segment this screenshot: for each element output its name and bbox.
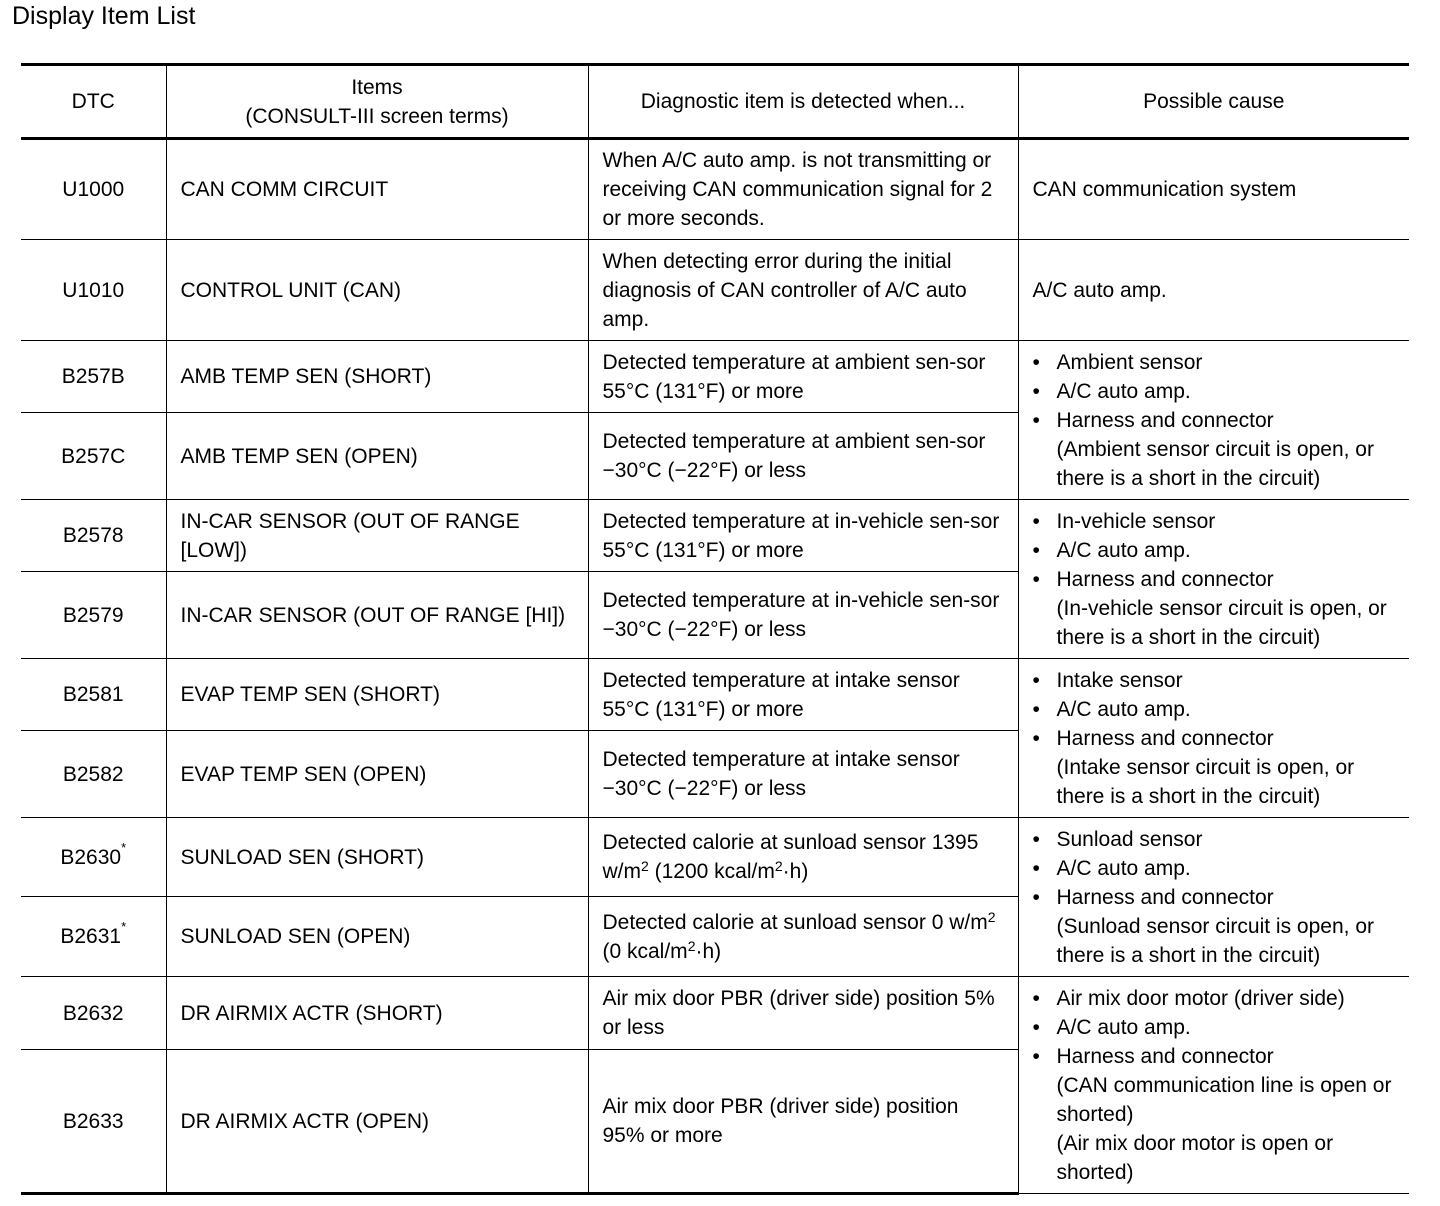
item-name: DR AIRMIX ACTR (SHORT) <box>166 977 588 1050</box>
cause-bullet-item: • Harness and connector <box>1033 406 1396 435</box>
dtc-code: B2579 <box>21 572 166 659</box>
cause-note: (Sunload sensor circuit is open, or there is a short in the circuit) <box>1056 914 1374 967</box>
item-name: IN-CAR SENSOR (OUT OF RANGE [LOW]) <box>166 500 588 572</box>
detection-condition: Detected calorie at sunload sensor 0 $w/m^2$ (0 kcal/$m^2\cdot h$) <box>588 897 1018 977</box>
dtc-code: B2578 <box>21 500 166 572</box>
detection-condition: Detected temperature at in-vehicle sen-sor −30°C (−22°F) or less <box>588 572 1018 659</box>
header-dtc: DTC <box>21 65 166 139</box>
item-name: AMB TEMP SEN (OPEN) <box>166 413 588 500</box>
cause-note: (In-vehicle sensor circuit is open, or there is a short in the circuit) <box>1056 596 1387 649</box>
detection-condition: Air mix door PBR (driver side) position 5% or less <box>588 977 1018 1050</box>
cause-bullet-item: • Intake sensor <box>1033 666 1396 695</box>
detection-condition: When detecting error during the initial diagnosis of CAN controller of A/C auto amp. <box>588 240 1018 341</box>
cause-bullet-item: • Ambient sensor <box>1033 348 1396 377</box>
cause-bullet-item: • Harness and connector <box>1033 724 1396 753</box>
page-title: Display Item List <box>12 2 196 30</box>
dtc-code: B257B <box>21 341 166 413</box>
dtc-code: B2581 <box>21 659 166 731</box>
footnote-mark: * <box>121 839 127 855</box>
detection-condition: Detected temperature at intake sensor −30°C (−22°F) or less <box>588 731 1018 818</box>
cause-list <box>1033 276 1396 305</box>
detection-condition: Air mix door PBR (driver side) position 95% or more <box>588 1050 1018 1194</box>
dtc-code-text: B2630 <box>60 845 122 869</box>
item-name: AMB TEMP SEN (SHORT) <box>166 341 588 413</box>
dtc-code: B257C <box>21 413 166 500</box>
table-header-row <box>21 65 1409 139</box>
item-name: CAN COMM CIRCUIT <box>166 139 588 240</box>
cause-bullet-item: • A/C auto amp. <box>1033 377 1396 406</box>
item-name: SUNLOAD SEN (SHORT) <box>166 818 588 897</box>
dtc-code-text: B2631 <box>60 925 122 948</box>
table-row <box>21 659 1409 731</box>
cause-list <box>1033 825 1396 970</box>
cause-bullet-item: • A/C auto amp. <box>1033 536 1396 565</box>
dtc-code <box>21 897 166 977</box>
header-items-label: Items <box>351 75 403 99</box>
item-name: CONTROL UNIT (CAN) <box>166 240 588 341</box>
footnote-mark: * <box>121 919 127 934</box>
cause-bullet-item: • A/C auto amp. <box>1033 695 1396 724</box>
cause-note: (Air mix door motor is open or shorted) <box>1056 1131 1334 1184</box>
dtc-code <box>21 818 166 897</box>
cause-note: A/C auto amp. <box>1032 278 1167 302</box>
detection-condition: Detected temperature at ambient sen-sor −30°C (−22°F) or less <box>588 413 1018 500</box>
table-row <box>21 240 1409 341</box>
cause-bullet-item: • In-vehicle sensor <box>1033 507 1396 536</box>
item-name: EVAP TEMP SEN (SHORT) <box>166 659 588 731</box>
dtc-code: B2633 <box>21 1050 166 1194</box>
detection-condition: Detected temperature at ambient sen-sor 55°C (131°F) or more <box>588 341 1018 413</box>
detection-condition: Detected temperature at in-vehicle sen-sor 55°C (131°F) or more <box>588 500 1018 572</box>
cause-list <box>1033 348 1396 493</box>
possible-cause <box>1018 139 1409 240</box>
cause-list <box>1033 507 1396 652</box>
dtc-code: U1000 <box>21 139 166 240</box>
detection-condition: Detected temperature at intake sensor 55°C (131°F) or more <box>588 659 1018 731</box>
cause-note: (Intake sensor circuit is open, or there is a short in the circuit) <box>1056 755 1355 808</box>
possible-cause <box>1018 818 1409 977</box>
possible-cause <box>1018 500 1409 659</box>
table-row <box>21 818 1409 897</box>
dtc-code: B2582 <box>21 731 166 818</box>
cause-list <box>1033 984 1396 1187</box>
header-condition: Diagnostic item is detected when... <box>588 65 1018 139</box>
display-item-table <box>21 63 1409 1195</box>
cause-note: (CAN communication line is open or shorted) <box>1056 1073 1392 1126</box>
detection-condition: Detected calorie at sunload sensor 1395 $w/m^2$ (1200 kcal/$m^2\cdot h$) <box>588 818 1018 897</box>
header-items-subtitle: (CONSULT-III screen terms) <box>245 104 509 128</box>
item-name: SUNLOAD SEN (OPEN) <box>166 897 588 977</box>
cause-bullet-item: • Sunload sensor <box>1033 825 1396 854</box>
cause-list <box>1033 666 1396 811</box>
possible-cause <box>1018 659 1409 818</box>
table-row <box>21 500 1409 572</box>
cause-note: CAN communication system <box>1032 178 1297 201</box>
cause-bullet-item: • A/C auto amp. <box>1033 1013 1396 1042</box>
possible-cause <box>1018 977 1409 1194</box>
header-items <box>166 65 588 139</box>
table-row <box>21 139 1409 240</box>
table-row <box>21 341 1409 413</box>
item-name: DR AIRMIX ACTR (OPEN) <box>166 1050 588 1194</box>
cause-note: (Ambient sensor circuit is open, or there is a short in the circuit) <box>1056 437 1374 490</box>
table-row <box>21 977 1409 1050</box>
dtc-code: U1010 <box>21 240 166 341</box>
detection-condition: When A/C auto amp. is not transmitting or receiving CAN communication signal for 2 or more seconds. <box>588 139 1018 240</box>
possible-cause <box>1018 240 1409 341</box>
possible-cause <box>1018 341 1409 500</box>
item-name: IN-CAR SENSOR (OUT OF RANGE [HI]) <box>166 572 588 659</box>
cause-bullet-item: • Air mix door motor (driver side) <box>1033 984 1396 1013</box>
cause-bullet-item: • Harness and connector <box>1033 883 1396 912</box>
item-name: EVAP TEMP SEN (OPEN) <box>166 731 588 818</box>
cause-bullet-item: • A/C auto amp. <box>1033 854 1396 883</box>
cause-list <box>1033 175 1396 204</box>
dtc-code: B2632 <box>21 977 166 1050</box>
cause-bullet-item: • Harness and connector <box>1033 565 1396 594</box>
cause-bullet-item: • Harness and connector <box>1033 1042 1396 1071</box>
header-cause: Possible cause <box>1018 65 1409 139</box>
